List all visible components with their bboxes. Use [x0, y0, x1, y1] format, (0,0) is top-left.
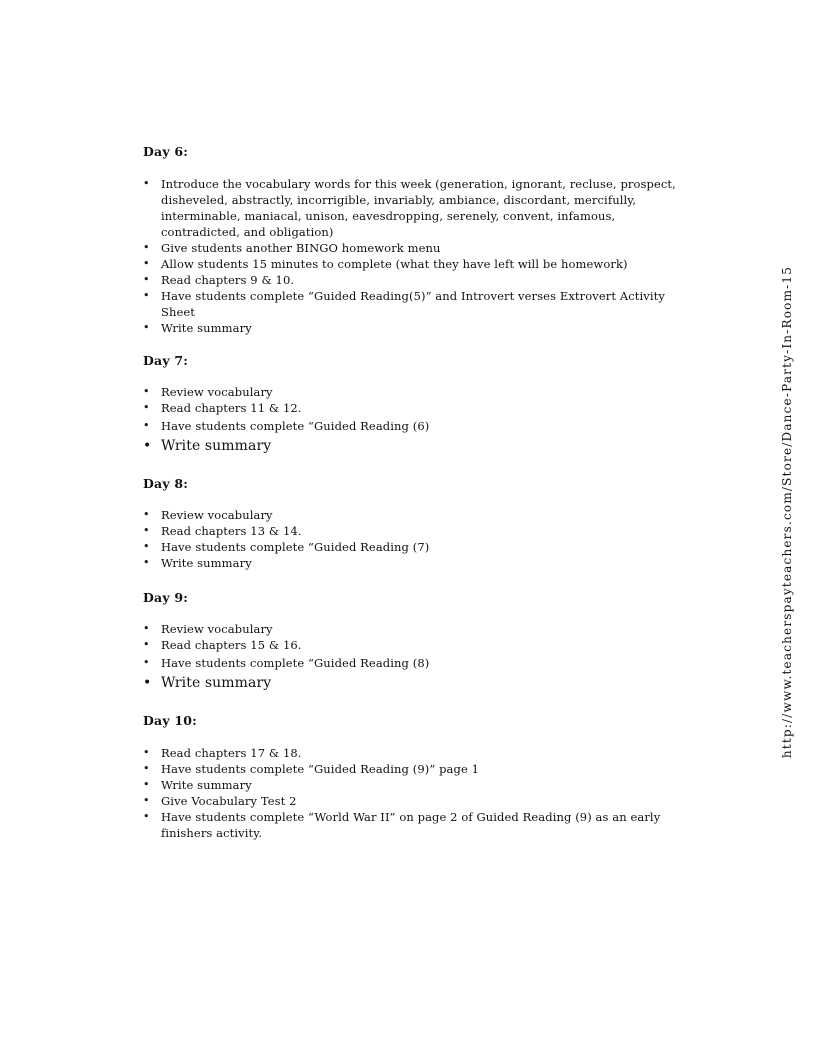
day-6-heading: Day 6: — [143, 144, 189, 159]
store-url: http://www.teacherspayteachers.com/Store/Dance-Party-In-Room-15 — [780, 265, 794, 759]
day-10-list — [143, 745, 683, 841]
day-9-heading: Day 9: — [143, 590, 189, 605]
list-item: • Read chapters 9 & 10. — [143, 272, 683, 288]
list-item: • Allow students 15 minutes to complete (what they have left will be homework) — [143, 256, 683, 272]
day-7-list — [143, 384, 683, 456]
list-item: • Review vocabulary — [143, 507, 683, 523]
list-item: • Write summary — [143, 673, 683, 693]
day-9-list — [143, 621, 683, 693]
list-item: • Read chapters 17 & 18. — [143, 745, 683, 761]
list-item: • Have students complete “Guided Reading (8) — [143, 653, 683, 673]
list-item: • Give Vocabulary Test 2 — [143, 793, 683, 809]
list-item: • Have students complete “Guided Reading (7) — [143, 539, 683, 555]
day-10-heading: Day 10: — [143, 713, 197, 728]
list-item: • Have students complete “World War II” on page 2 of Guided Reading (9) as an early finishers activity. — [143, 809, 683, 841]
list-item: • Have students complete “Guided Reading (9)” page 1 — [143, 761, 683, 777]
day-8-list — [143, 507, 683, 571]
list-item: • Read chapters 11 & 12. — [143, 400, 683, 416]
list-item: • Write summary — [143, 555, 683, 571]
list-item: • Have students complete “Guided Reading(5)” and Introvert verses Extrovert Activity Sheet — [143, 288, 683, 320]
list-item: • Give students another BINGO homework menu — [143, 240, 683, 256]
list-item: • Write summary — [143, 320, 683, 336]
list-item: • Review vocabulary — [143, 384, 683, 400]
list-item: • Write summary — [143, 436, 683, 456]
list-item: • Read chapters 15 & 16. — [143, 637, 683, 653]
list-item: • Write summary — [143, 777, 683, 793]
list-item: • Introduce the vocabulary words for this week (generation, ignorant, recluse, prospect, disheveled, abstractly, incorrigible, invariably, ambiance, discordant, mercifully, interminable, maniacal, unison, eavesdropping, serenely, convent, infamous, contradicted, and obligation) — [143, 176, 683, 240]
day-7-heading: Day 7: — [143, 353, 189, 368]
list-item: • Review vocabulary — [143, 621, 683, 637]
day-6-list — [143, 176, 683, 336]
day-8-heading: Day 8: — [143, 476, 189, 491]
list-item: • Have students complete “Guided Reading (6) — [143, 416, 683, 436]
list-item: • Read chapters 13 & 14. — [143, 523, 683, 539]
